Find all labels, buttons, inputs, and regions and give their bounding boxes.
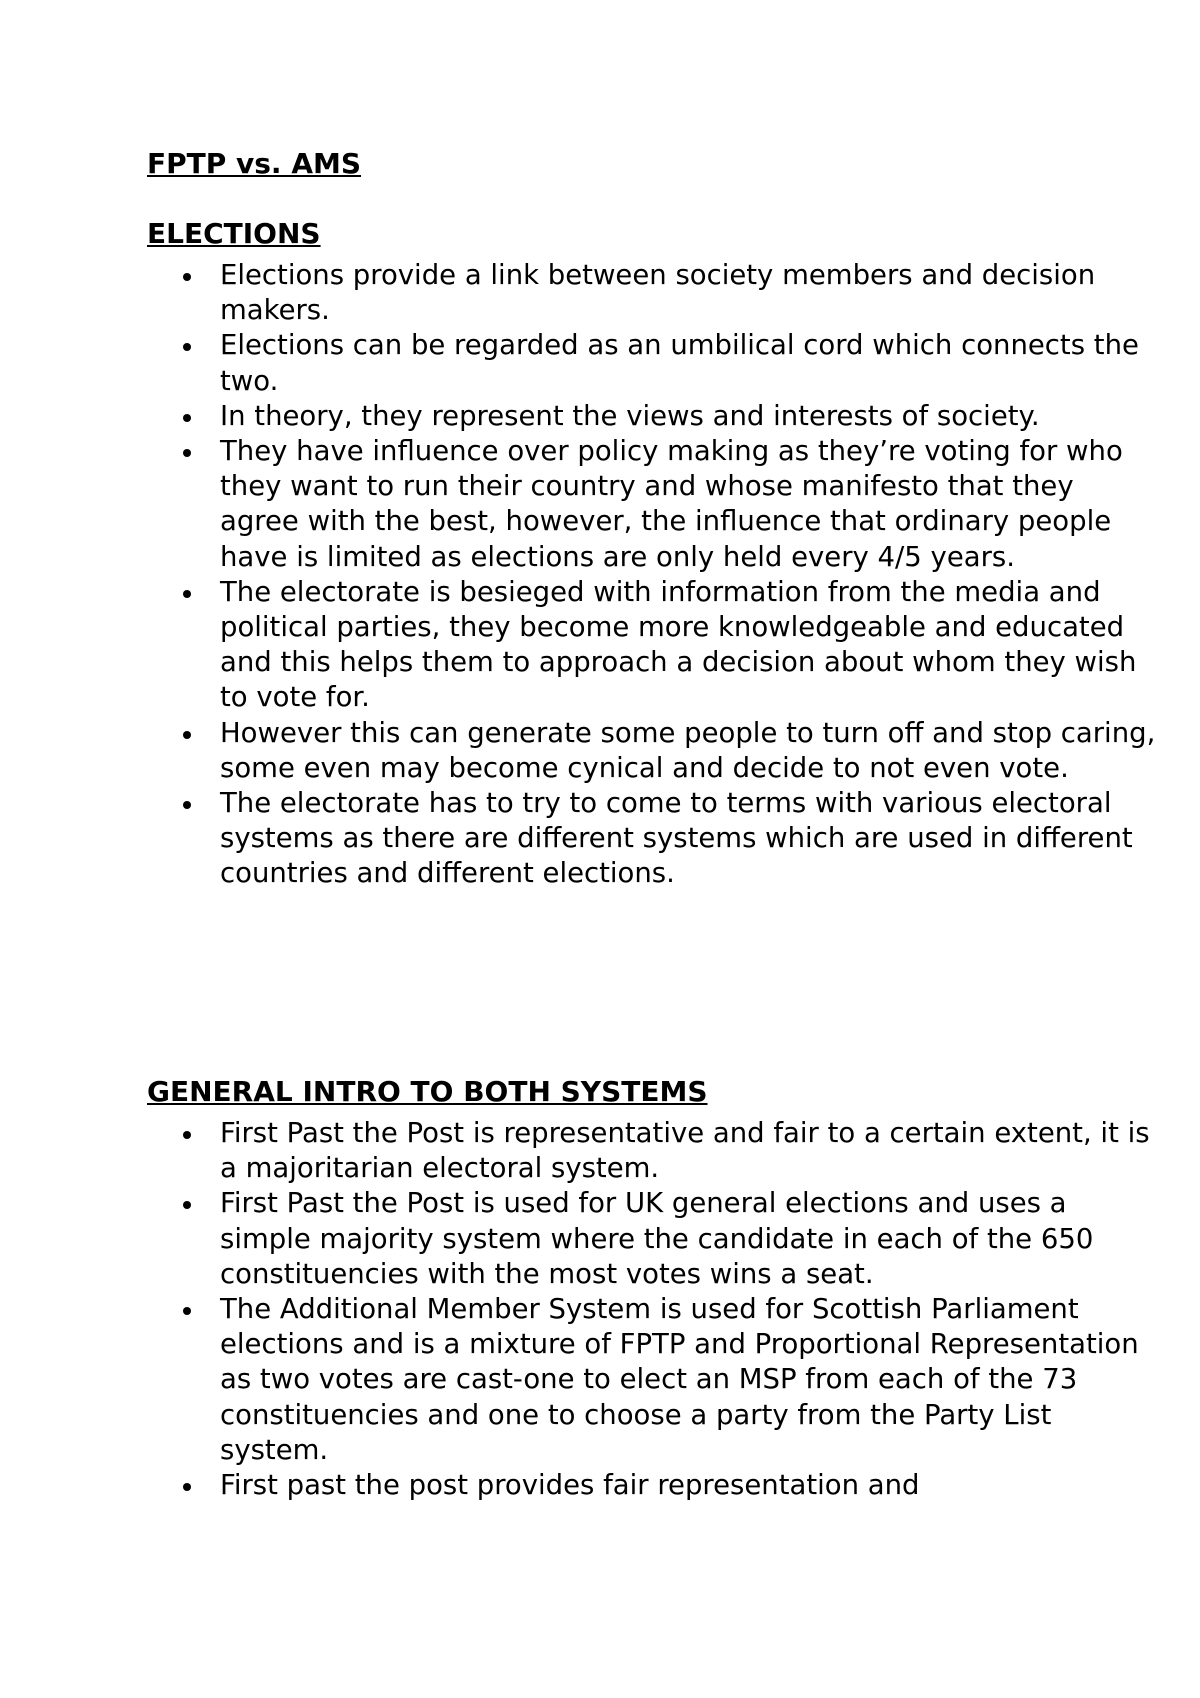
bullet-icon <box>183 273 191 281</box>
list-item <box>0 328 1200 398</box>
list-item <box>0 399 1200 434</box>
elections-bullet-list <box>0 258 1200 892</box>
bullet-icon <box>183 731 191 739</box>
list-item-text: Elections can be regarded as an umbilical cord which connects the two. <box>220 329 1139 397</box>
list-item-text: They have influence over policy making as they’re voting for who they want to run their country and whose manifesto that they agree with the best, however, the influence that ordinary people have is limited as elections are only held every 4/5 years. <box>220 435 1123 573</box>
list-item-text: In theory, they represent the views and interests of society. <box>220 399 1040 432</box>
list-item <box>0 1116 1200 1186</box>
list-item <box>0 1186 1200 1292</box>
list-item-text: First past the post provides fair representation and <box>220 1469 920 1502</box>
section-heading-general-intro: GENERAL INTRO TO BOTH SYSTEMS <box>147 1075 708 1108</box>
bullet-icon <box>183 1307 191 1315</box>
bullet-icon <box>183 1201 191 1209</box>
list-item <box>0 1468 1200 1503</box>
list-item-text: The electorate is besieged with information from the media and political parties, they become more knowledgeable and educated and this helps them to approach a decision about whom they wish to vote for. <box>220 575 1137 714</box>
bullet-icon <box>183 590 191 598</box>
bullet-icon <box>183 414 191 422</box>
section-heading-elections: ELECTIONS <box>147 217 321 250</box>
list-item <box>0 434 1200 575</box>
list-item-text: First Past the Post is representative and fair to a certain extent, it is a majoritarian electoral system. <box>220 1117 1150 1185</box>
list-item-text: First Past the Post is used for UK general elections and uses a simple majority system where the candidate in each of the 650 constituencies with the most votes wins a seat. <box>220 1187 1094 1290</box>
list-item <box>0 1292 1200 1468</box>
general-intro-bullet-list <box>0 1116 1200 1503</box>
list-item <box>0 786 1200 892</box>
list-item <box>0 258 1200 328</box>
list-item-text: The Additional Member System is used for Scottish Parliament elections and is a mixture of FPTP and Proportional Representation as two votes are cast-one to elect an MSP from each of the 73 constituencies and one to choose a party from the Party List system. <box>220 1293 1139 1466</box>
list-item <box>0 575 1200 716</box>
bullet-icon <box>183 1483 191 1491</box>
list-item-text: The electorate has to try to come to terms with various electoral systems as there are different systems which are used in different countries and different elections. <box>220 787 1133 890</box>
document-title: FPTP vs. AMS <box>147 147 362 180</box>
list-item <box>0 716 1200 786</box>
bullet-icon <box>183 801 191 809</box>
list-item-text: Elections provide a link between society members and decision makers. <box>220 259 1096 327</box>
bullet-icon <box>183 1131 191 1139</box>
bullet-icon <box>183 343 191 351</box>
list-item-text: However this can generate some people to turn off and stop caring, some even may become cynical and decide to not even vote. <box>220 716 1156 784</box>
bullet-icon <box>183 449 191 457</box>
